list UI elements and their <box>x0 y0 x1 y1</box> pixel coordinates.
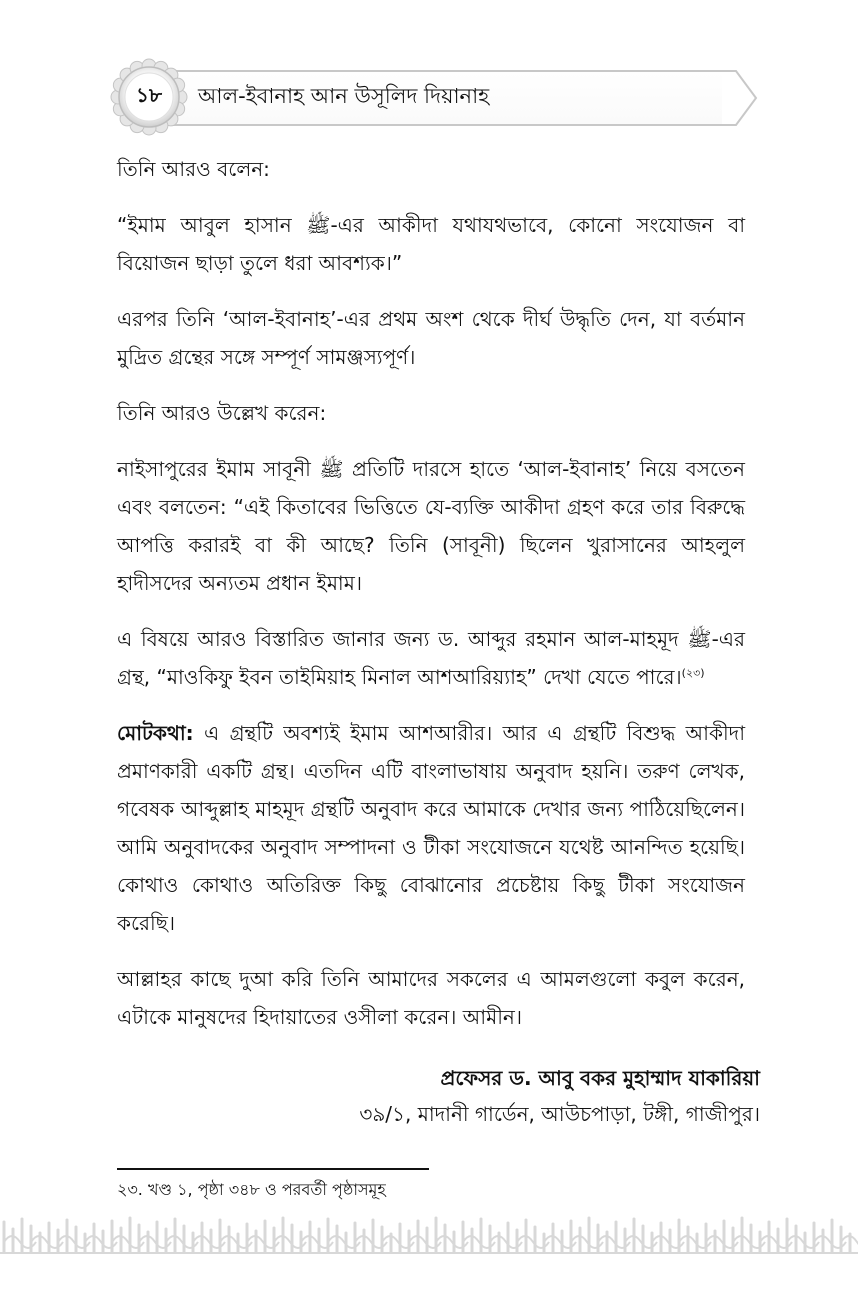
paragraph: এরপর তিনি ‘আল-ইবানাহ’-এর প্রথম অংশ থেকে দীর্ঘ উদ্ধৃতি দেন, যা বর্তমান মুদ্রিত গ্রন্থের সঙ্গে সম্পূর্ণ সামঞ্জস্যপূর্ণ। <box>117 307 745 369</box>
page-header <box>110 58 760 138</box>
body-text <box>117 150 745 1054</box>
calligraphy-border-ornament <box>0 1212 858 1262</box>
footnote-divider <box>117 1168 429 1170</box>
page-number-badge <box>110 58 188 136</box>
page-number: ১৮ <box>136 82 162 107</box>
paragraph: “ইমাম আবুল হাসান ﷺ-এর আকীদা যথাযথভাবে, কোনো সংযোজন বা বিয়োজন ছাড়া তুলে ধরা আবশ্যক।” <box>117 213 746 275</box>
signature-name: প্রফেসর ড. আবু বকর মুহাম্মাদ যাকারিয়া <box>440 1066 760 1090</box>
paragraph-text: এ বিষয়ে আরও বিস্তারিত জানার জন্য ড. আব্দুর রহমান আল-মাহমূদ ﷺ-এর গ্রন্থ, “মাওকিফু ইবন তাইমিয়াহ মিনাল আশআরিয়্যাহ” দেখা যেতে পারে। <box>117 627 745 689</box>
paragraph: তিনি আরও বলেন: <box>117 157 270 181</box>
footnote-reference[interactable]: (২৩) <box>681 666 705 680</box>
summary-paragraph <box>117 714 745 942</box>
paragraph: তিনি আরও উল্লেখ করেন: <box>117 401 327 425</box>
summary-label: মোটকথা: <box>117 721 194 745</box>
paragraph-with-footnote <box>117 620 745 696</box>
running-title: আল-ইবানাহ আন উসূলিদ দিয়ানাহ <box>198 84 490 108</box>
paragraph: নাইসাপুরের ইমাম সাবূনী ﷺ প্রতিটি দারসে হাতে ‘আল-ইবানাহ’ নিয়ে বসতেন এবং বলতেন: “এই কিতাবের ভিত্তিতে যে-ব্যক্তি আকীদা গ্রহণ করে তার বিরুদ্ধে আপত্তি করারই বা কী আছে? তিনি (সাবূনী) ছিলেন খুরাসানের আহলুল হাদীসদের অন্যতম প্রধান ইমাম। <box>117 457 745 595</box>
closing-paragraph: আল্লাহর কাছে দুআ করি তিনি আমাদের সকলের এ আমলগুলো কবুল করেন, এটাকে মানুষদের হিদায়াতের ওসীলা করেন। আমীন। <box>117 967 745 1029</box>
calligraphy-pattern-icon <box>0 1212 858 1262</box>
signature-address: ৩৯/১, মাদানী গার্ডেন, আউচপাড়া, টঙ্গী, গাজীপুর। <box>359 1102 760 1126</box>
footnote: ২৩. খণ্ড ১, পৃষ্ঠা ৩৪৮ ও পরবর্তী পৃষ্ঠাসমূহ <box>117 1180 386 1199</box>
signature-block <box>359 1060 760 1132</box>
summary-text: এ গ্রন্থটি অবশ্যই ইমাম আশআরীর। আর এ গ্রন্থটি বিশুদ্ধ আকীদা প্রমাণকারী একটি গ্রন্থ। এতদিন এটি বাংলাভাষায় অনুবাদ হয়নি। তরুণ লেখক, গবেষক আব্দুল্লাহ মাহমূদ গ্রন্থটি অনুবাদ করে আমাকে দেখার জন্য পাঠিয়েছিলেন। আমি অনুবাদকের অনুবাদ সম্পাদনা ও টীকা সংযোজনে যথেষ্ট আনন্দিত হয়েছি। কোথাও কোথাও অতিরিক্ত কিছু বোঝানোর প্রচেষ্টায় কিছু টীকা সংযোজন করেছি। <box>117 721 745 935</box>
